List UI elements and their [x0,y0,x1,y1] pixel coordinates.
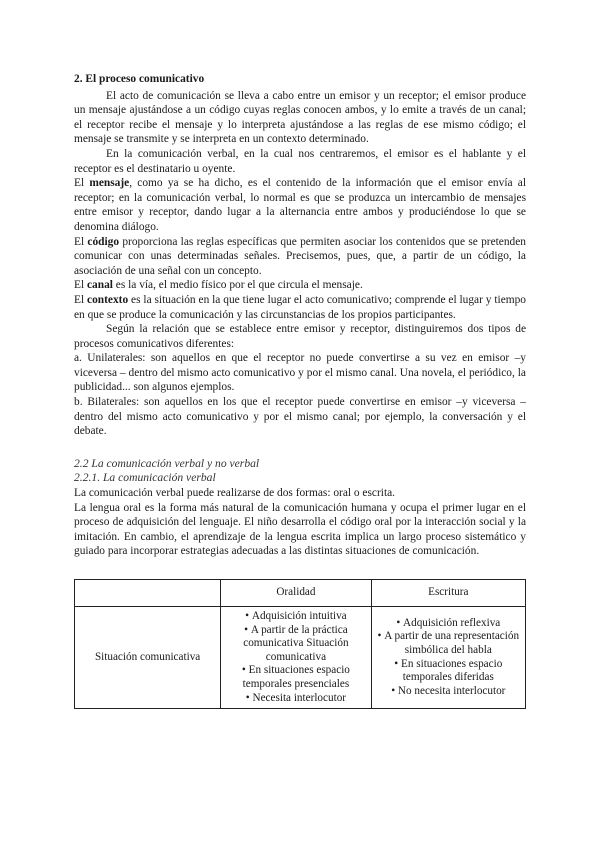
list-item: • A partir de la práctica comunicativa Situación comunicativa [226,624,365,665]
paragraph-codigo: El código proporciona las reglas específicas que permiten asociar los contenidos que se pretenden comunicar con unas determinadas señales. Precisemos, pues, que, a partir de un código, la asociación de una señal con un concepto. [74,235,527,277]
table-row [75,607,526,709]
term-contexto: contexto [87,293,129,306]
table-header-oralidad: Oralidad [221,580,371,607]
document-page [74,72,526,709]
subsubsection-heading: 2.2.1. La comunicación verbal [74,471,216,485]
paragraph-unilaterales: a. Unilaterales: son aquellos en que el receptor no puede convertirse a su vez en emisor –y viceversa – dentro del mismo acto comunicativo y por el mismo canal. Una novela, el periódico, la publicidad... son algunos ejemplos. [74,352,526,394]
paragraph-canal: El canal es la vía, el medio físico por el que circula el mensaje. [74,279,363,292]
paragraph-relacion: Según la relación que se establece entre emisor y receptor, distinguiremos dos tipos de procesos comunicativos diferentes: [74,323,526,350]
list-item: • A partir de una representación simbólica del habla [377,630,520,657]
table-cell-escritura [371,607,525,709]
paragraph-lengua-oral: La lengua oral es la forma más natural de la comunicación humana y ocupa el primer lugar en el proceso de adquisición del lenguaje. El niño desarrolla el código oral por la interacción social y la imitación. En cambio, el aprendizaje de la lengua escrita implica un largo proceso sistemático y guiado para incorporar estrategias adecuadas a las distintas situaciones de comunicación. [74,501,526,558]
list-item: • Necesita interlocutor [226,692,365,706]
section-heading: 2. El proceso comunicativo [74,73,205,85]
list-item: • En situaciones espacio temporales diferidas [377,658,520,685]
table-cell-oralidad [221,607,371,709]
subsection-heading: 2.2 La comunicación verbal y no verbal [74,456,260,470]
paragraph-contexto: El contexto es la situación en la que tiene lugar el acto comunicativo; comprende el lugar y tiempo en que se produce la comunicación y las circunstancias de los propios participantes. [74,293,526,321]
list-item: • En situaciones espacio temporales presenciales [226,664,365,691]
comparison-table [74,579,526,709]
list-item: • Adquisición reflexiva [377,617,520,631]
paragraph-formas: La comunicación verbal puede realizarse de dos formas: oral o escrita. [74,487,396,500]
table-header-empty [75,580,221,607]
list-item: • No necesita interlocutor [377,685,520,699]
paragraph-bilaterales: b. Bilaterales: son aquellos en los que el receptor puede convertirse en emisor –y viceversa – dentro del mismo acto comunicativo y por el mismo canal; por ejemplo, la conversación y el debate. [74,396,526,438]
term-codigo: código [87,235,120,248]
table-header-row [75,580,526,607]
term-canal: canal [86,279,113,292]
term-mensaje: mensaje [89,177,130,190]
paragraph-comunicacion-verbal: En la comunicación verbal, en la cual nos centraremos, el emisor es el hablante y el receptor es el destinatario u oyente. [74,147,526,175]
paragraph-proceso: El acto de comunicación se lleva a cabo entre un emisor y un receptor; el emisor produce un mensaje ajustándose a un código cuyas reglas conocen ambos, y lo emite a través de un canal; el receptor recibe el mensaje y lo interpreta ajustándose a las reglas de ese mismo código; el mensaje se transmite y se interpreta en un contexto determinado. [74,89,526,146]
table-row-label: Situación comunicativa [75,607,221,709]
paragraph-mensaje: El mensaje, como ya se ha dicho, es el contenido de la información que el emisor envía al receptor; en la comunicación verbal, lo normal es que se produzca un intercambio de mensajes entre emisor y receptor, dando lugar a la alternancia entre ambos y produciéndose lo que se denomina diálogo. [74,177,526,233]
table-header-escritura: Escritura [371,580,525,607]
list-item: • Adquisición intuitiva [226,610,365,624]
